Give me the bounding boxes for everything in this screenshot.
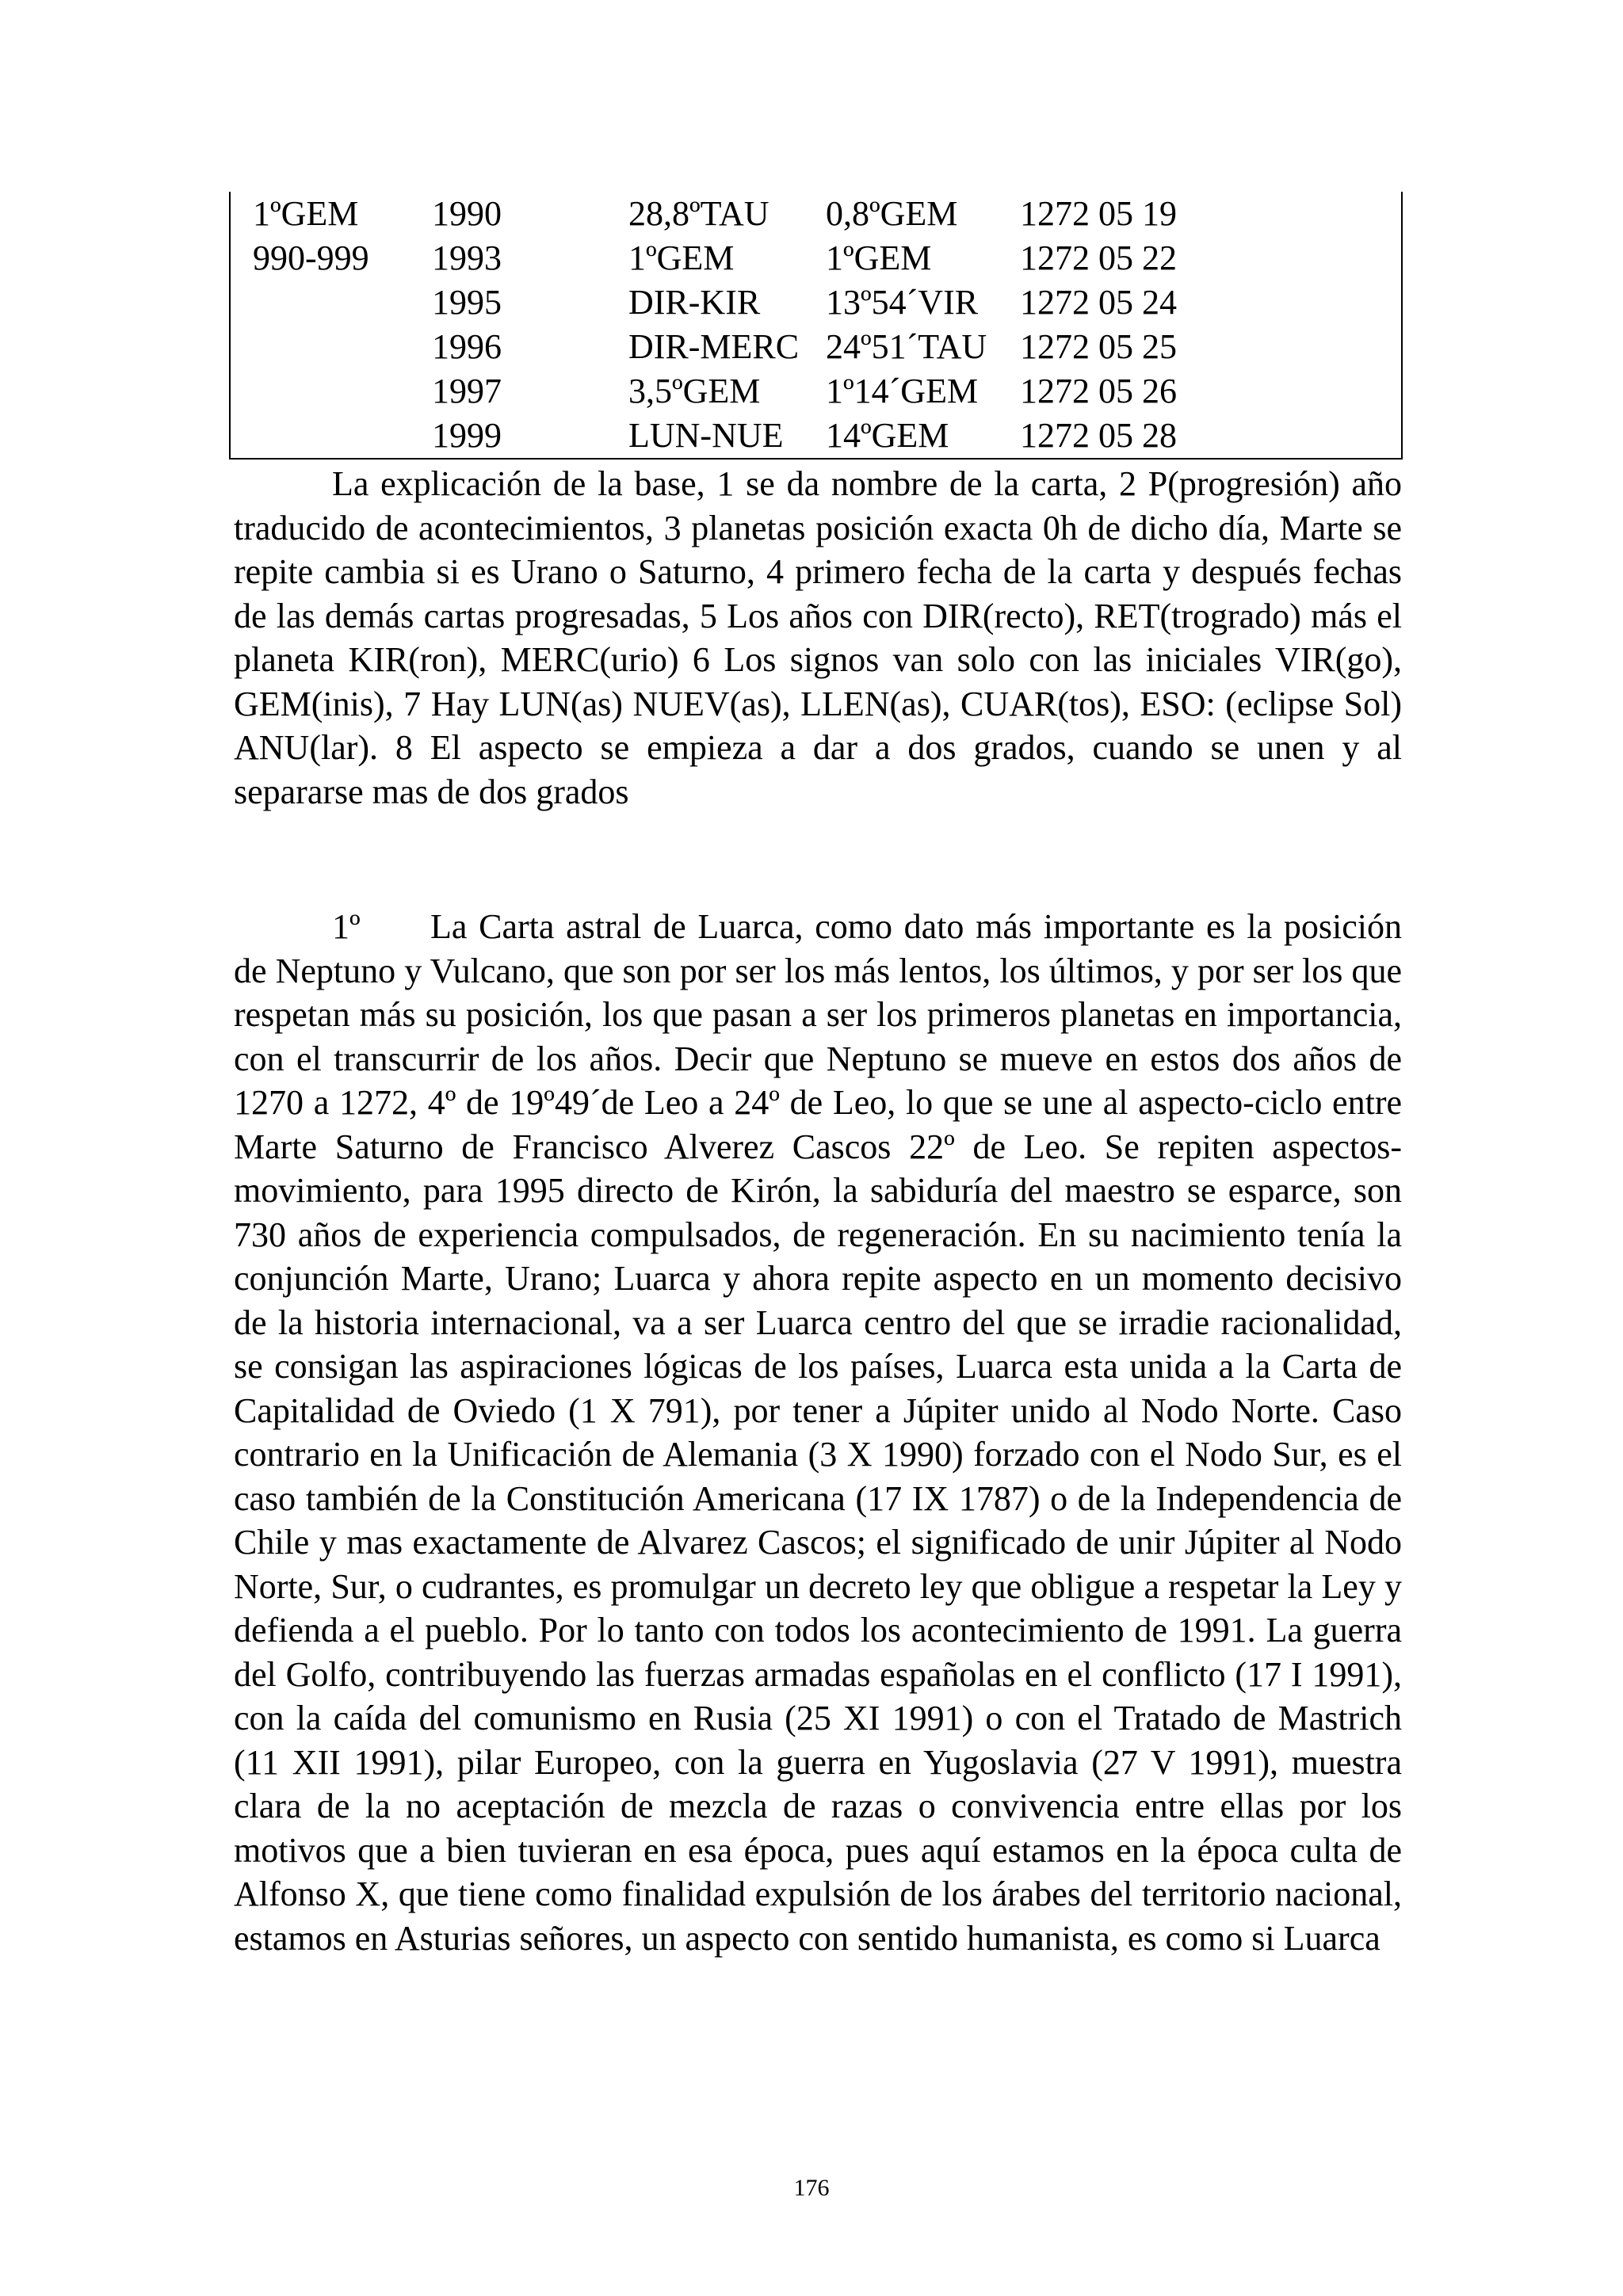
- table-cell: 1272 05 24: [1020, 283, 1177, 322]
- table-row: [231, 236, 1401, 280]
- table-cell: 1º14´GEM: [826, 372, 979, 410]
- table-cell: 1272 05 22: [1020, 238, 1177, 277]
- table-cell: 1272 05 28: [1020, 416, 1177, 455]
- table-row: [231, 414, 1401, 458]
- table-cell: 1ºGEM: [253, 194, 359, 233]
- table-cell: LUN-NUE: [628, 416, 784, 455]
- table-cell: 990-999: [253, 238, 369, 277]
- table-cell: 1996: [432, 327, 502, 366]
- table-row: [231, 192, 1401, 236]
- table-cell: 14ºGEM: [826, 416, 949, 455]
- table-cell: 1990: [432, 194, 502, 233]
- explanation-paragraph: La explicación de la base, 1 se da nombre de la carta, 2 P(progresión) año traducido de acontecimientos, 3 planetas posición exacta 0h de dicho día, Marte se repite cambia si es Urano o Saturno, 4 primero fecha de la carta y después fechas de las demás cartas progresadas, 5 Los años con DIR(recto), RET(trogrado) más el planeta KIR(ron), MERC(urio) 6 Los signos van solo con las iniciales VIR(go), GEM(inis), 7 Hay LUN(as) NUEV(as), LLEN(as), CUAR(tos), ESO: (eclipse Sol) ANU(lar). 8 El aspecto se empieza a dar a dos grados, cuando se unen y al separarse mas de dos grados: [234, 464, 1402, 811]
- table-row: [231, 369, 1401, 414]
- table-cell: 13º54´VIR: [826, 283, 979, 322]
- table-cell: 1272 05 19: [1020, 194, 1177, 233]
- table-row: [231, 280, 1401, 325]
- table-cell: 1995: [432, 283, 502, 322]
- table-cell: 28,8ºTAU: [628, 194, 769, 233]
- progression-table: [229, 192, 1403, 460]
- table-cell: 24º51´TAU: [826, 327, 987, 366]
- paragraph-text: La Carta astral de Luarca, como dato más importante es la posición de Neptuno y Vulcano, que son por ser los más lentos, los últimos, y por ser los que respetan más su posición, los que pasan a ser los primeros planetas en importancia, con el transcurrir de los años. Decir que Neptuno se mueve en estos dos años de 1270 a 1272, 4º de 19º49´de Leo a 24º de Leo, lo que se une al aspecto-ciclo entre Marte Saturno de Francisco Alverez Cascos 22º de Leo. Se repiten aspectos-movimiento, para 1995 directo de Kirón, la sabiduría del maestro se esparce, son 730 años de experiencia compulsados, de regeneración. En su nacimiento tenía la conjunción Marte, Urano; Luarca y ahora repite aspecto en un momento decisivo de la historia internacional, va a ser Luarca centro del que se irradie racionalidad, se consigan las aspiraciones lógicas de los países, Luarca esta unida a la Carta de Capitalidad de Oviedo (1 X 791), por tener a Júpiter unido al Nodo Norte. Caso contrario en la Unificación de Alemania (3 X 1990) forzado con el Nodo Sur, es el caso también de la Constitución Americana (17 IX 1787) o de la Independencia de Chile y mas exactamente de Alvarez Cascos; el significado de unir Júpiter al Nodo Norte, Sur, o cudrantes, es promulgar un decreto ley que obligue a respetar la Ley y defienda a el pueblo. Por lo tanto con todos los acontecimiento de 1991. La guerra del Golfo, contribuyendo las fuerzas armadas españolas en el conflicto (17 I 1991), con la caída del comunismo en Rusia (25 XI 1991) o con el Tratado de Mastrich (11 XII 1991), pilar Europeo, con la guerra en Yugoslavia (27 V 1991), muestra clara de la no aceptación de mezcla de razas o convivencia entre ellas por los motivos que a bien tuvieran en esa época, pues aquí estamos en la época culta de Alfonso X, que tiene como finalidad expulsión de los árabes del territorio nacional, estamos en Asturias señores, un aspecto con sentido humanista, es como si Luarca: [234, 907, 1402, 1958]
- table-cell: 3,5ºGEM: [628, 372, 761, 410]
- table-cell: 1272 05 26: [1020, 372, 1177, 410]
- table-cell: DIR-MERC: [628, 327, 800, 366]
- table-cell: 1993: [432, 238, 502, 277]
- page-number: 176: [793, 2175, 830, 2201]
- table-cell: 1999: [432, 416, 502, 455]
- table-cell: 1ºGEM: [826, 238, 932, 277]
- paragraph-number: 1º: [332, 907, 361, 946]
- table-row: [231, 325, 1401, 369]
- table-cell: 1272 05 25: [1020, 327, 1177, 366]
- body-paragraph: [234, 905, 1402, 1960]
- table-cell: 1ºGEM: [628, 238, 735, 277]
- table-cell: 1997: [432, 372, 502, 410]
- table-cell: DIR-KIR: [628, 283, 761, 322]
- table-cell: 0,8ºGEM: [826, 194, 958, 233]
